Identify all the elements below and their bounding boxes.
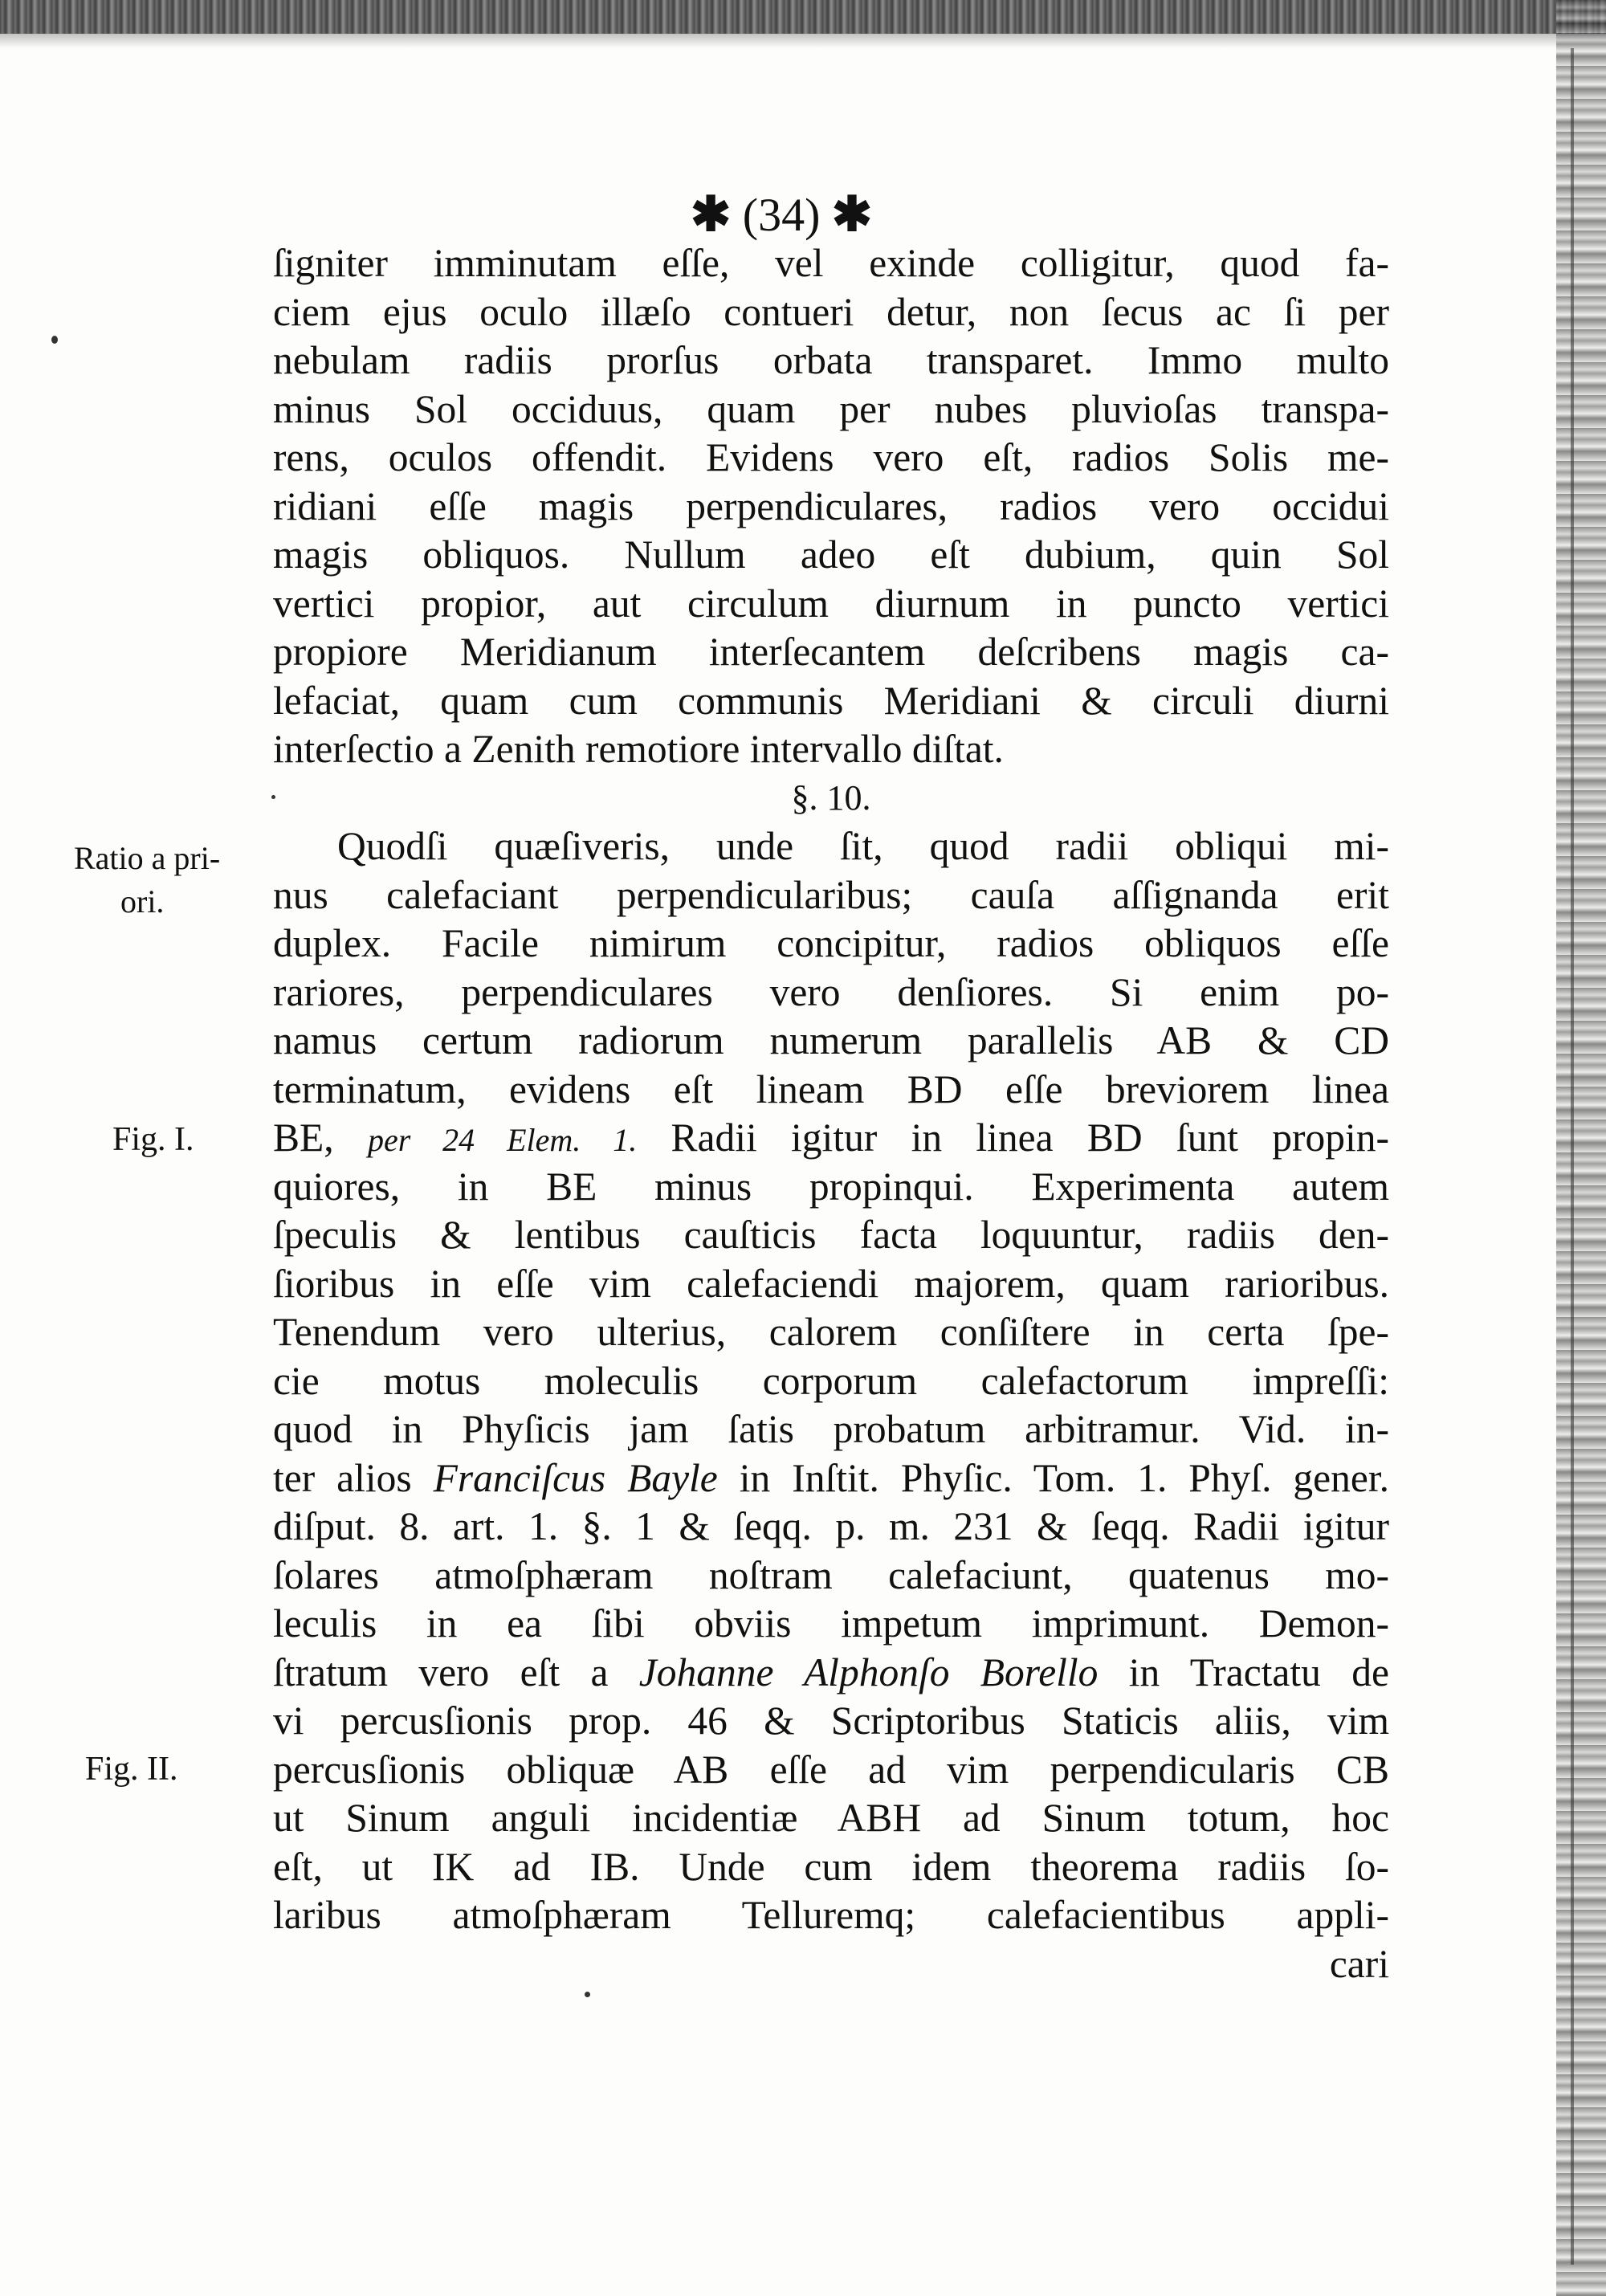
scan-top-border [0, 0, 1606, 34]
author-name-bayle: Franciſcus Bayle [433, 1455, 718, 1500]
text-line: quod in Phyſicis jam ſatis probatum arbitramur. Vid. in- [273, 1407, 1389, 1451]
margin-note-fig-2: Fig. II. [85, 1751, 178, 1788]
text-line: ſpeculis & lentibus cauſticis facta loquuntur, radiis den- [273, 1213, 1389, 1257]
text-line [273, 1114, 1389, 1163]
text-line: duplex. Facile nimirum concipitur, radios obliquos eſſe [273, 921, 1389, 965]
text-line: nebulam radiis prorſus orbata transparet. Immo multo [273, 338, 1389, 382]
text-fragment: ter alios [273, 1455, 434, 1500]
text-fragment: ſtratum vero eſt a [273, 1650, 639, 1694]
text-line: propiore Meridianum interſecantem deſcribens magis ca- [273, 630, 1389, 674]
text-line: ſolares atmoſphæram noſtram calefaciunt, quatenus mo- [273, 1552, 1389, 1597]
text-line [273, 1649, 1389, 1698]
text-line: ciem ejus oculo illæſo contueri detur, non ſecus ac ſi per [273, 289, 1389, 334]
text-fragment: in Inſtit. Phyſic. Tom. 1. Phyſ. gener. [717, 1455, 1389, 1500]
catchword: cari [1329, 1941, 1389, 1986]
text-line: laribus atmoſphæram Telluremq; calefacientibus appli- [273, 1893, 1389, 1937]
asterisk-ornament-left: ✱ [691, 188, 732, 241]
text-line: eſt, ut IK ad IB. Unde cum idem theorema radiis ſo- [273, 1844, 1389, 1889]
text-line: interſectio a Zenith remotiore intervallo diſtat. [273, 727, 1004, 771]
text-line [273, 1454, 1389, 1503]
text-line: rens, oculos offendit. Evidens vero eſt, radios Solis me- [273, 435, 1389, 479]
text-line: leculis in ea ſibi obviis impetum imprimunt. Demon- [273, 1601, 1389, 1646]
scan-right-gutter-line [1571, 48, 1574, 2265]
text-line: quiores, in BE minus propinqui. Experimenta autem [273, 1164, 1389, 1209]
text-line: vertici propior, aut circulum diurnum in puncto vertici [273, 581, 1389, 626]
text-line: percusſionis obliquæ AB eſſe ad vim perpendicularis CB [273, 1747, 1389, 1792]
page-header [691, 186, 964, 243]
text-line: namus certum radiorum numerum parallelis AB & CD [273, 1018, 1389, 1062]
text-line: rariores, perpendiculares vero denſiores. Si enim po- [273, 969, 1389, 1014]
citation-euclid: per 24 Elem. 1. [367, 1122, 638, 1158]
text-line: Quodſi quæſiveris, unde ſit, quod radii obliqui mi- [337, 824, 1389, 868]
text-line: diſput. 8. art. 1. §. 1 & ſeqq. p. m. 231 & ſeqq. Radii igitur [273, 1504, 1389, 1548]
margin-note-ori: ori. [120, 883, 165, 920]
text-line: magis obliquos. Nullum adeo eſt dubium, quin Sol [273, 532, 1389, 577]
ink-speck [585, 1992, 590, 1997]
text-line: ſioribus in eſſe vim calefaciendi majorem, quam rarioribus. [273, 1261, 1389, 1306]
text-fragment: in Tractatu de [1098, 1650, 1389, 1694]
text-line: ſigniter imminutam eſſe, vel exinde colligitur, quod fa- [273, 241, 1389, 285]
text-fragment: Radii igitur in linea BD ſunt propin- [637, 1115, 1389, 1160]
text-line: minus Sol occiduus, quam per nubes pluvioſas transpa- [273, 386, 1389, 431]
text-line: ut Sinum anguli incidentiæ ABH ad Sinum totum, hoc [273, 1796, 1389, 1840]
ink-speck [51, 336, 58, 344]
text-line: nus calefaciant perpendicularibus; cauſa aſſignanda erit [273, 872, 1389, 917]
scan-top-shadow [0, 34, 1606, 48]
text-line: lefaciat, quam cum communis Meridiani & circuli diurni [273, 678, 1389, 723]
asterisk-ornament-right: ✱ [831, 188, 873, 241]
text-fragment: BE, [273, 1115, 368, 1160]
section-heading: §. 10. [791, 777, 871, 818]
text-line: ridiani eſſe magis perpendiculares, radios vero occidui [273, 483, 1389, 528]
author-name-borello: Johanne Alphonſo Borello [638, 1650, 1099, 1694]
margin-note-fig-1: Fig. I. [112, 1121, 194, 1158]
text-line: vi percusſionis prop. 46 & Scriptoribus Staticis aliis, vim [273, 1699, 1389, 1743]
page-number: (34) [742, 189, 821, 241]
text-line: Tenendum vero ulterius, calorem conſiſtere in certa ſpe- [273, 1310, 1389, 1354]
text-line: terminatum, evidens eſt lineam BD eſſe breviorem linea [273, 1066, 1389, 1111]
margin-note-ratio: Ratio a pri- [74, 840, 221, 876]
scan-right-edge [1556, 0, 1606, 2296]
text-line: cie motus moleculis corporum calefactorum impreſſi: [273, 1358, 1389, 1403]
body-text [273, 239, 1389, 1988]
